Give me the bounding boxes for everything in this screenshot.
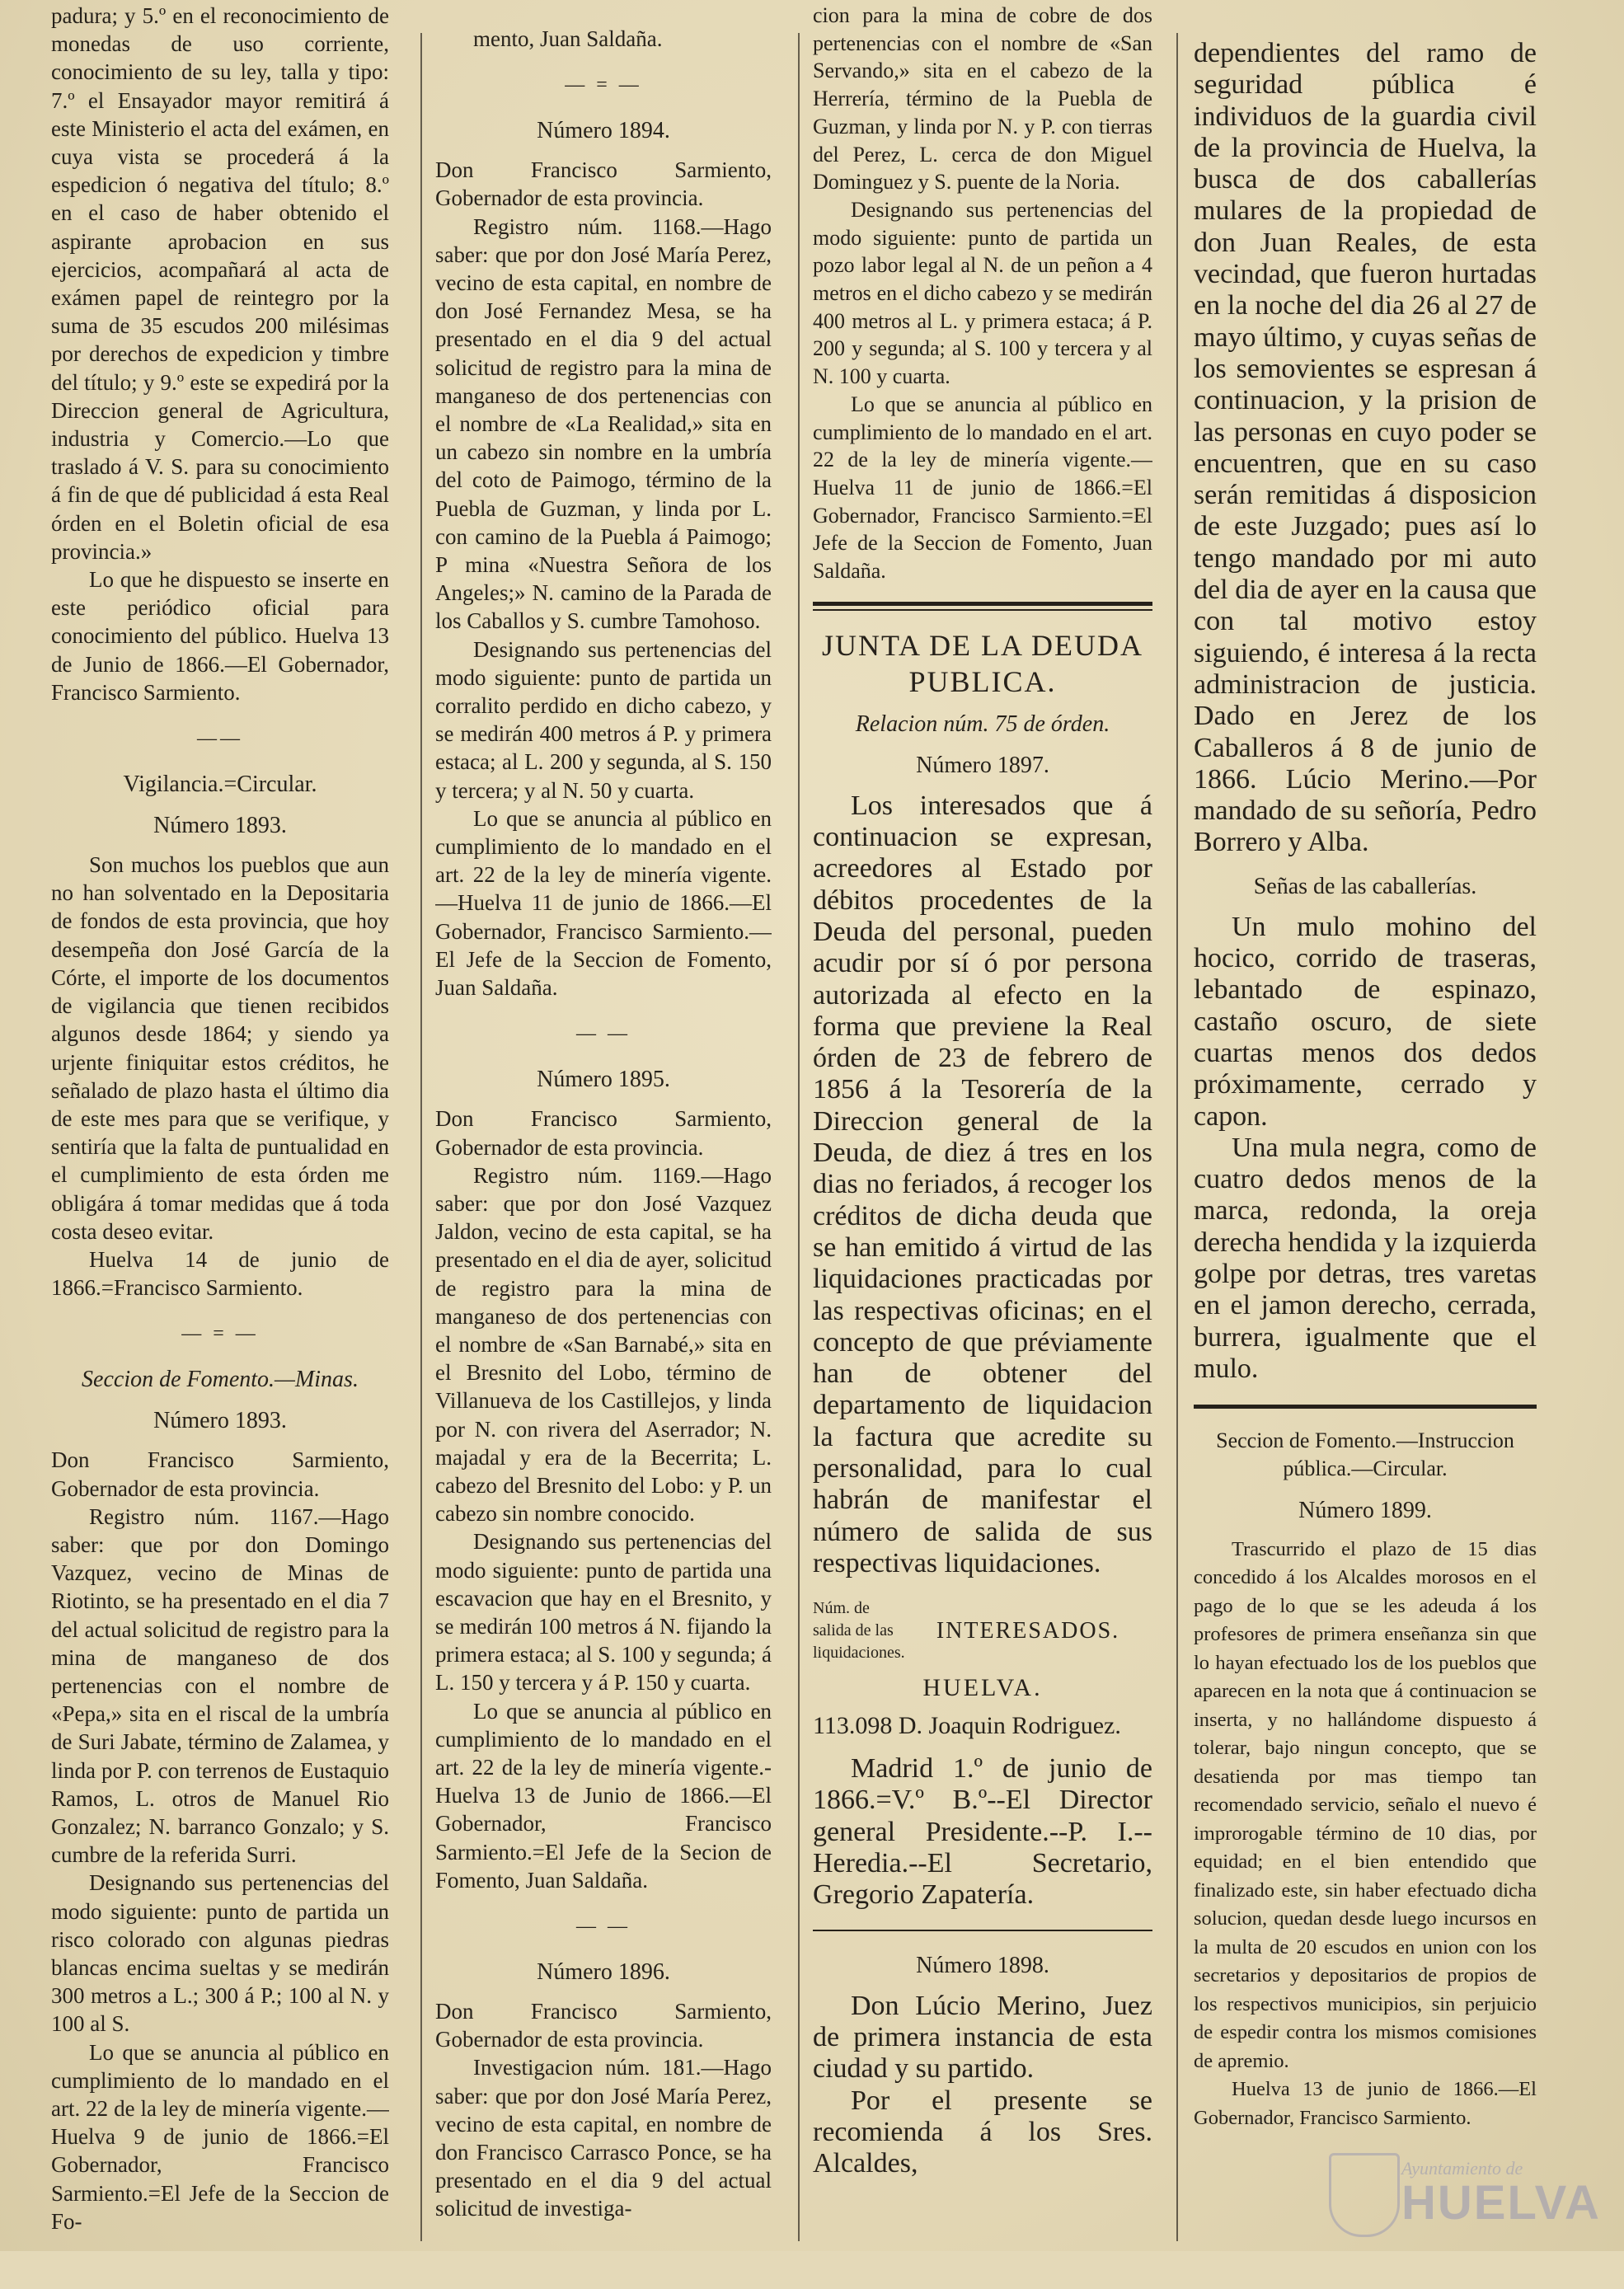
table-row: 113.098 D. Joaquin Rodriguez. — [813, 1712, 1121, 1740]
paragraph: Lo que se anuncia al público en cumplimiento de lo mandado en el art. 22 de la ley de minería vigente.—Huelva 11 de junio de 1866.=El Gobernador, Francisco Sarmiento.=El Jefe de la Seccion de Fomento, Juan Saldaña. — [813, 392, 1152, 584]
section-subtitle: Relacion núm. 75 de órden. — [855, 711, 1110, 737]
paragraph: Registro núm. 1168.—Hago saber: que por don José María Perez, vecino de esta capital, en nombre de don José Fernandez Mesa, se ha presentado en el dia 9 del actual solicitud de registro para la mina de manganeso de dos pertenencias con el nombre de «La Realidad,» sita en un cabezo sin nombre en la umbría del coto de Paimogo, término de la Puebla de Guzman, y linda por L. con camino de la Puebla á Paimogo; P mina «Nuestra Señora de los Angeles;» N. camino de la Parada de los Caballos y S. cumbre Tamohoso. — [435, 213, 772, 634]
paragraph: Designando sus pertenencias del modo siguiente: punto de partida una escavacion que hay en el Bresnito, y se medirán 100 metros á N. fijando la primera estaca; al S. 100 y segunda; á L. 150 y tercera y á P. 150 y cuarta. — [435, 1529, 772, 1696]
paragraph: Investigacion núm. 181.—Hago saber: que por don José María Perez, vecino de esta capital, en nombre de don Francisco Carrasco Ponce, se ha presentado en el dia 9 del actual solicitud de investiga- — [435, 2055, 772, 2221]
paragraph: Registro núm. 1167.—Hago saber: que por don Domingo Vazquez, vecino de Minas de Riotinto, se ha presentado en el dia 7 del actual solicitud de registro para la mina de manganeso de dos pertenencias con el nombre de «Pepa,» sita en el riscal de la umbría de Suri Jabate, término de Zalamea, y linda por P. con terrenos de Eustaquio Ramos, L. otros de Manuel Rio Gonzalez; N. barranco Gonzalo; y S. cumbre de la referida Surri. — [51, 1503, 389, 1868]
paragraph: Designando sus pertenencias del modo siguiente: punto de partida un risco colorado con algunas piedras blancas encima sueltas y se medirán 300 metros a L.; 300 á P.; 100 al N. y 100 al S. — [51, 1870, 389, 2037]
paragraph: mento, Juan Saldaña. — [473, 26, 663, 51]
section-heading: Seccion de Fomento.—Minas. — [82, 1367, 359, 1393]
paragraph: Por el presente se recomienda á los Sres. Alcaldes, — [813, 2085, 1152, 2179]
paragraph: Son muchos los pueblos que aun no han solventado en la Depositaria de fondos de esta provincia, que hoy desempeña don José García de la Córte, el importe de los documentos de vigilancia que tienen recibidos algunos desde 1864; y siendo ya urjente finiquitar estos créditos, he señalado de plazo hasta el último dia de este mes para que se verifique, y sentiría que la falta de puntualidad en el cumplimiento de esta órden me obligára á tomar medidas que á toda costa deseo evitar. — [51, 852, 389, 1244]
paragraph: Una mula negra, como de cuatro dedos menos de la marca, redonda, la oreja derecha hendida y la izquierda golpe por detras, tres varetas en el jamon derecho, cerrada, burrera, igualmente que el mulo. — [1194, 1132, 1537, 1384]
paragraph: Designando sus pertenencias del modo siguiente: punto de partida un pozo labor legal al N. de un peñon a 4 metros en el dicho cabezo y se medirán 400 metros al L. y primera estaca; á P. 200 y segunda; al S. 100 y tercera y al N. 100 y cuarta. — [813, 197, 1152, 389]
column-rule — [420, 33, 422, 2241]
paragraph: Huelva 13 de junio de 1866.—El Gobernador, Francisco Sarmiento. — [1194, 2078, 1537, 2129]
section-title: JUNTA DE LA DEUDA PUBLICA. — [821, 628, 1144, 698]
column-4 — [1194, 38, 1537, 2289]
table-header: INTERESADOS. — [936, 1617, 1120, 1644]
paragraph: dependientes del ramo de seguridad pública é individuos de la guardia civil de la provincia de Huelva, la busca de dos caballerías mulares de la propiedad de don Juan Reales, de esta vecindad, que fueron hurtadas en la noche del dia 26 al 27 de mayo último, y cuyas señas de los semovientes se espresan á continuacion, y la prision de las personas en cuyo poder se encuentren, que en su caso serán remitidas á disposicion de este Juzgado; pues así lo tengo mandado por mi auto del dia de ayer en la causa que con tal motivo estoy siguiendo, é interesa á la recta administracion de justicia. Dado en Jerez de los Caballeros á 8 de junio de 1866. Lúcio Merino.—Por mandado de su señoría, Pedro Borrero y Alba. — [1194, 38, 1537, 858]
paragraph: Don Francisco Sarmiento, Gobernador de esta provincia. — [51, 1447, 389, 1501]
paragraph: padura; y 5.º en el reconocimiento de monedas de uso corriente, conocimiento de su ley, talla y tipo: 7.º el Ensayador mayor remitirá á este Ministerio el acta del exámen, en cuya vista se procederá á la espedicion ó negativa del título; 8.º en el caso de haber obtenido el aspirante aprobacion en sus ejercicios, acompañará al acta de exámen papel de reintegro por la suma de 35 escudos 200 milésimas por derechos de expedicion y timbre del título; y 9.º este se expedirá por la Direccion general de Agricultura, industria y Comercio.—Lo que traslado á V. S. para su conocimiento á fin de que dé publicidad á esta Real órden en el Boletin oficial de esa provincia.» — [51, 3, 389, 564]
section-heading: Vigilancia.=Circular. — [123, 772, 317, 798]
separator: — — — [576, 1915, 631, 1937]
watermark-line: Ayuntamiento de — [1401, 2158, 1523, 2179]
notice-number: Número 1897. — [916, 752, 1049, 778]
separator: — = — — [181, 1323, 259, 1345]
notice-number: Número 1899. — [1298, 1497, 1432, 1523]
separator: — — — [576, 1023, 631, 1045]
notice-number: Número 1898. — [916, 1952, 1049, 1978]
paragraph: Huelva 14 de junio de 1866.=Francisco Sarmiento. — [51, 1246, 389, 1301]
paragraph: Don Francisco Sarmiento, Gobernador de esta provincia. — [435, 1998, 772, 2052]
column-2 — [435, 25, 772, 2276]
table-column-label: Núm. de salida de las liquidaciones. — [813, 1599, 905, 1663]
separator: —— — [197, 728, 243, 750]
heavy-rule — [813, 602, 1152, 606]
notice-number: Número 1893. — [153, 813, 287, 839]
heavy-rule — [1194, 1405, 1537, 1409]
section-heading: Señas de las caballerías. — [1253, 873, 1477, 899]
table-city: HUELVA. — [922, 1674, 1043, 1702]
coat-of-arms-icon — [1329, 2153, 1400, 2237]
paragraph: cion para la mina de cobre de dos pertenencias con el nombre de «San Servando,» sita en el cabezo de la Herrería, término de la Puebla de Guzman, y linda por N. y P. con tierras del Perez, L. cerca de don Miguel Dominguez y S. puente de la Noria. — [813, 3, 1152, 195]
notice-number: Número 1895. — [537, 1067, 670, 1093]
notice-number: Número 1893. — [153, 1408, 287, 1434]
column-rule — [798, 33, 800, 2241]
paragraph: Madrid 1.º de junio de 1866.=V.º B.º--El Director general Presidente.--P. I.--Heredia.--El Secretario, Gregorio Zapatería. — [813, 1753, 1152, 1911]
paragraph: Lo que se anuncia al público en cumplimiento de lo mandado en el art. 22 de la ley de minería vigente.-Huelva 13 de Junio de 1866.—El Gobernador, Francisco Sarmiento.=El Jefe de la Secion de Fomento, Juan Saldaña. — [435, 1698, 772, 1893]
notice-number: Número 1896. — [537, 1958, 670, 1985]
divider — [813, 1930, 1152, 1931]
thin-rule — [813, 609, 1152, 611]
paragraph: Trascurrido el plazo de 15 dias concedido á los Alcaldes morosos en el pago de lo que se les adeuda á los profesores de primera enseñanza sin que lo hayan efectuado los de los pueblos que aparecen en la nota que á continuacion se inserta, y no hallándome dispuesto á tolerar, bajo ningun concepto, que se desatienda por mas tiempo tan recomendado servicio, señalo el nuevo é improrogable término de 10 dias, por equidad; en el bien entendido que finalizado este, sin haber efectuado dicha solucion, quedan desde luego incursos en la multa de 20 escudos en union con los secretarios y depositarios de propios de los respectivos municipios, sin perjuicio de espedir contra los mismos comisiones de apremio. — [1194, 1537, 1537, 2072]
column-3 — [813, 2, 1152, 2253]
paragraph: Designando sus pertenencias del modo siguiente: punto de partida un corralito perdido en dicho cabezo, y se medirán 400 metros á P. y primera estaca; al L. 200 y segunda, al S. 150 y tercera; y al N. 50 y cuarta. — [435, 636, 772, 803]
notice-number: Número 1894. — [537, 118, 670, 144]
paragraph: Los interesados que á continuacion se expresan, acreedores al Estado por débitos procedentes de la Deuda del personal, pueden acudir por sí ó por persona autorizada al efecto en la forma que previene la Real órden de 23 de febrero de 1856 á la Tesorería de la Direccion general de la Deuda, de diez á tres en los dias no feriados, á recoger los créditos de dicha deuda que se han emitido á virtud de las liquidaciones practicadas por las respectivas oficinas; en el concepto de que préviamente han de obtener del departamento de liquidacion la factura que acredite su personalidad, para lo cual habrán de manifestar el número de salida de sus respectivas liquidaciones. — [813, 790, 1152, 1578]
watermark-city: HUELVA — [1401, 2176, 1601, 2230]
paragraph: Lo que he dispuesto se inserte en este periódico oficial para conocimiento del público. Huelva 13 de Junio de 1866.—El Gobernador, Francisco Sarmiento. — [51, 567, 389, 705]
watermark — [1401, 2158, 1616, 2230]
paragraph: Registro núm. 1169.—Hago saber: que por don José Vazquez Jaldon, vecino de esta capital, se ha presentado en el dia de ayer, solicitud de registro para la mina de manganeso de dos pertenencias con el nombre de «San Barnabé,» sita en el Bresnito del Lobo, término de Villanueva de los Castillejos, y linda por N. con rivera del Aserrador; N. majadal y era de la Becerrita; L. cabezo del Bresnito del Lobo: y P. un cabezo sin nombre conocido. — [435, 1162, 772, 1527]
creditors-table-header — [813, 1597, 1152, 1664]
paragraph: Lo que se anuncia al público en cumplimiento de lo mandado en el art. 22 de la ley de minería vigente.—Huelva 11 de junio de 1866.—El Gobernador, Francisco Sarmiento.—El Jefe de la Seccion de Fomento, Juan Saldaña. — [435, 805, 772, 1001]
paragraph: Lo que se anuncia al público en cumplimiento de lo mandado en el art. 22 de la ley de minería vigente.—Huelva 9 de junio de 1866.=El Gobernador, Francisco Sarmiento.=El Jefe de la Seccion de Fo- — [51, 2039, 389, 2234]
paragraph: Don Francisco Sarmiento, Gobernador de esta provincia. — [435, 157, 772, 211]
paragraph: Don Lúcio Merino, Juez de primera instancia de esta ciudad y su partido. — [813, 1990, 1152, 2085]
paragraph: Un mulo mohino del hocico, corrido de traseras, lebantado de espinazo, castaño oscuro, de siete cuartas menos dos dedos próximamente, cerrado y capon. — [1194, 911, 1537, 1132]
column-rule — [1176, 33, 1178, 2241]
section-heading: Seccion de Fomento.—Instruccion pública.—Circular. — [1216, 1428, 1514, 1480]
separator: — = — — [565, 74, 642, 96]
column-1 — [51, 2, 389, 2253]
paragraph: Don Francisco Sarmiento, Gobernador de esta provincia. — [435, 1106, 772, 1160]
